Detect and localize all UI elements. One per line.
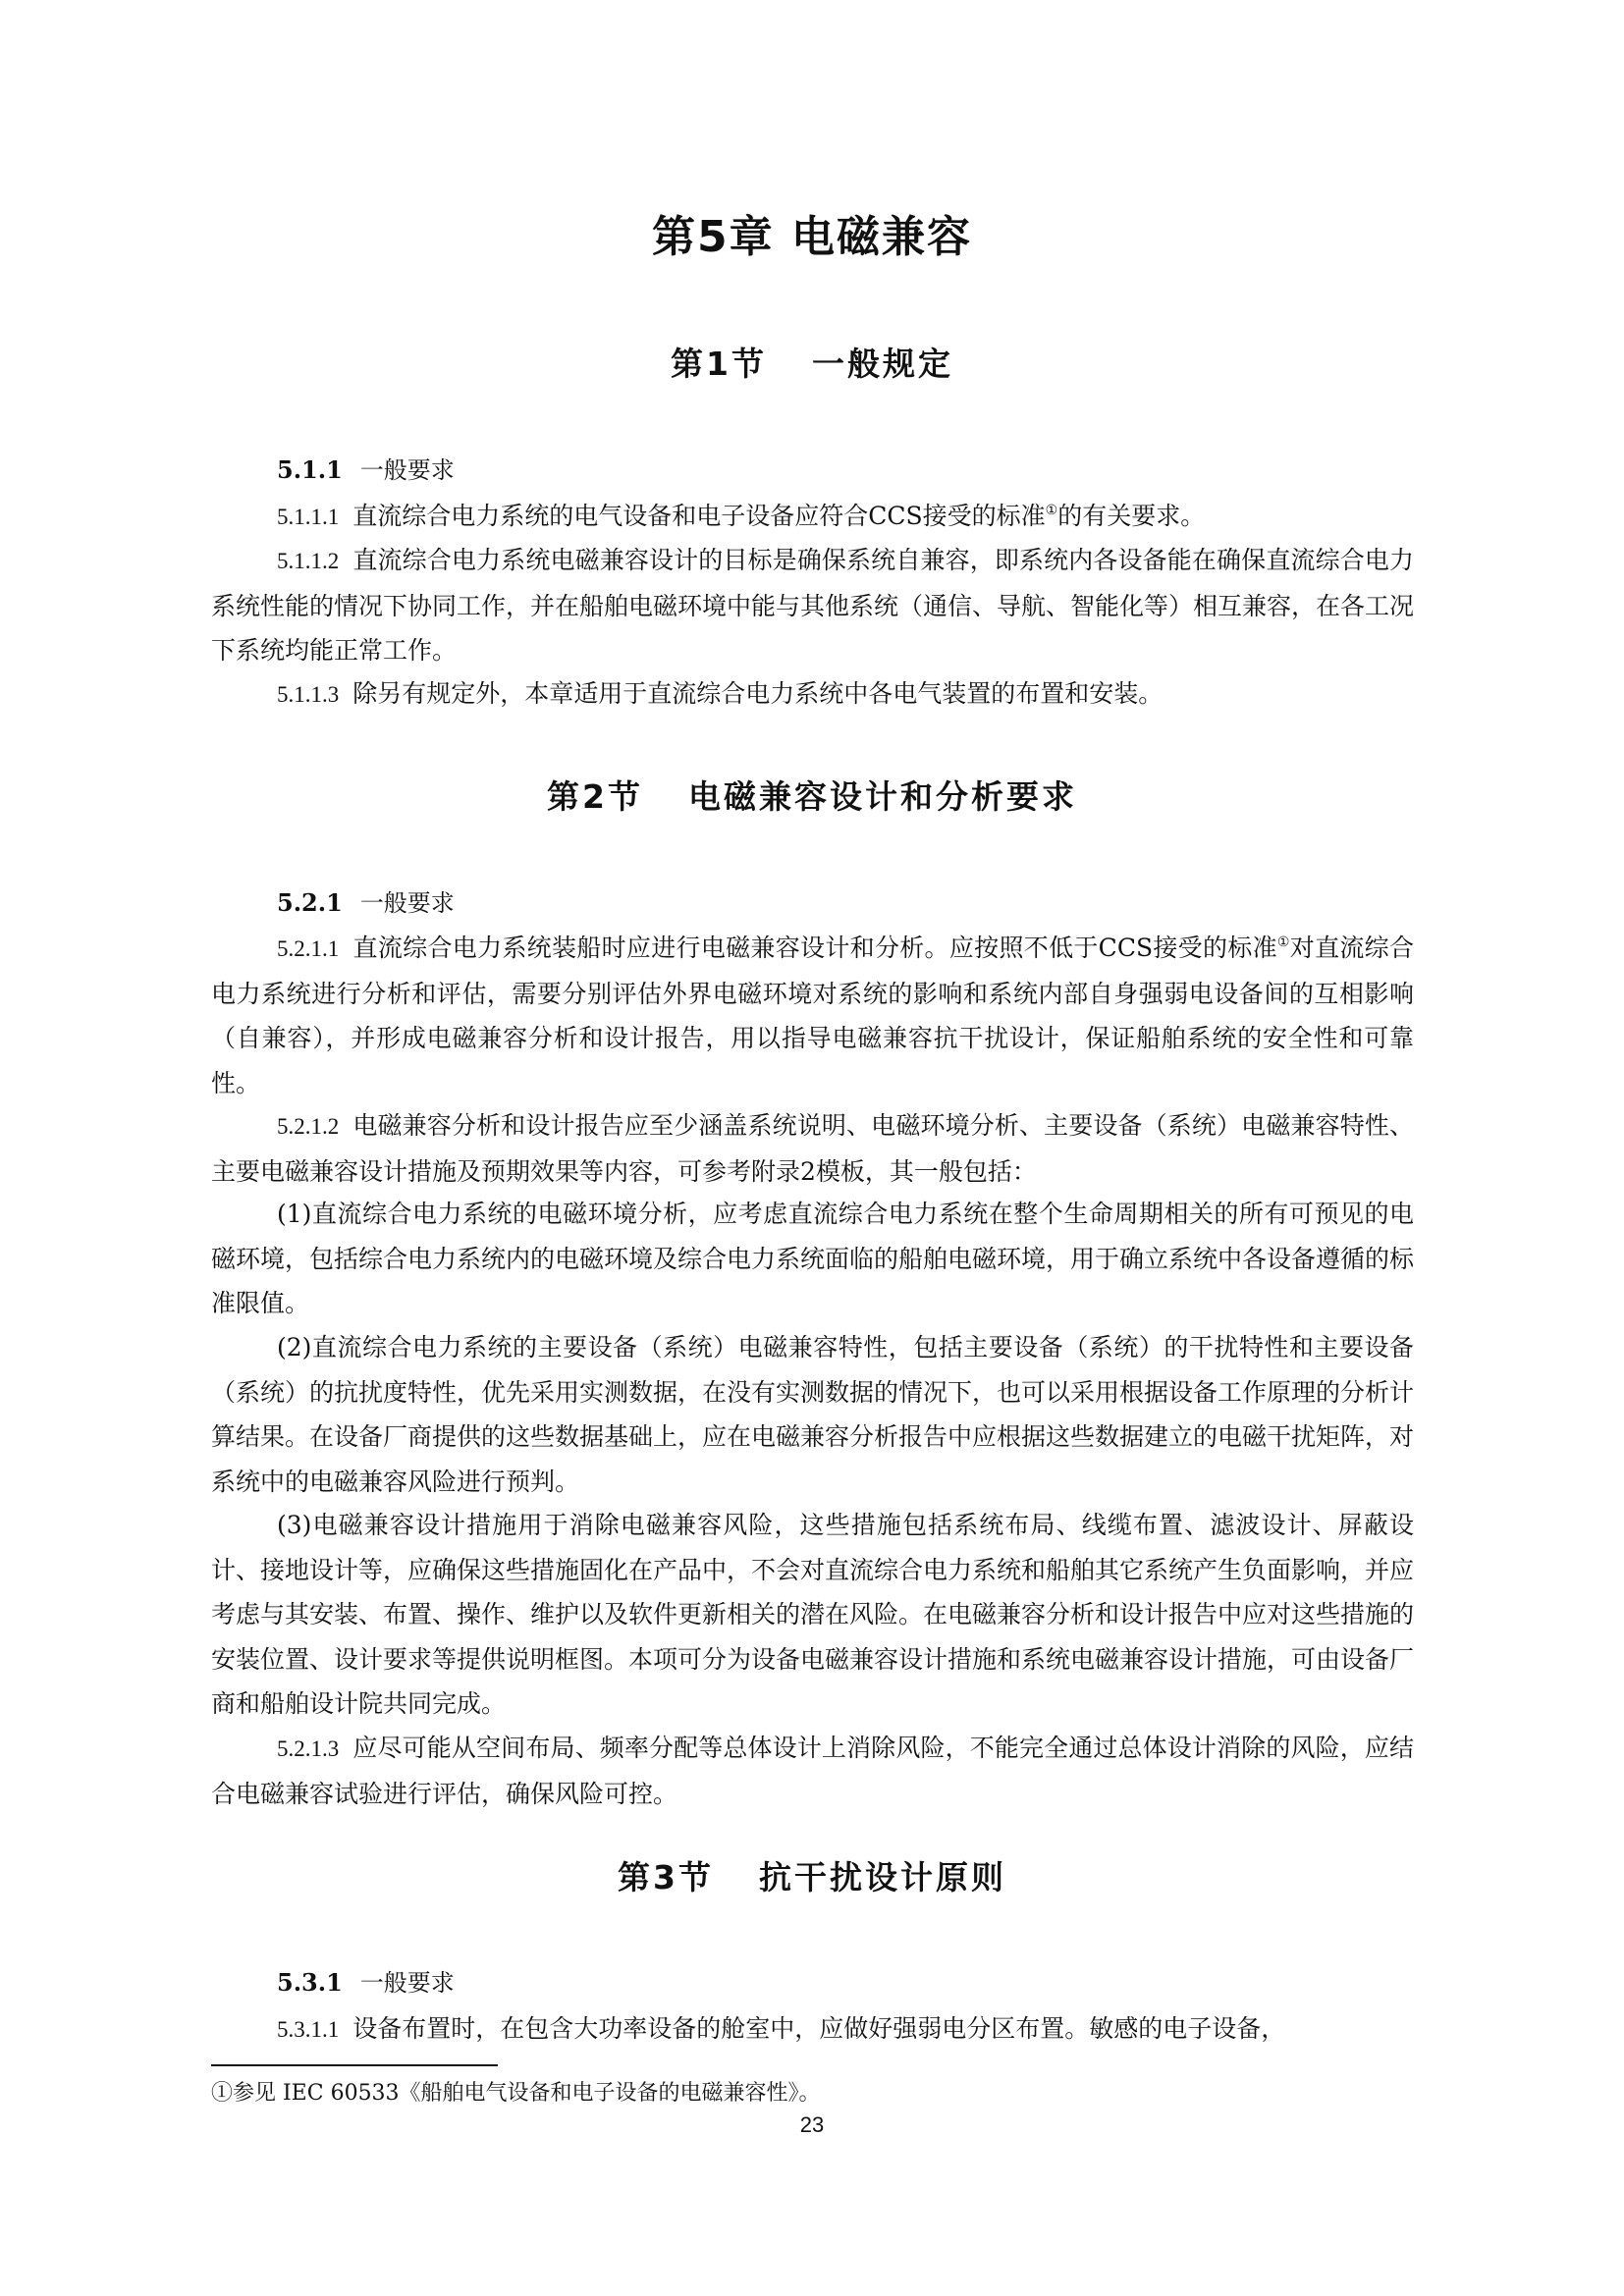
subsection-title: 一般要求	[359, 1969, 455, 1997]
subsection-heading-511	[277, 454, 455, 487]
item-number: (1)	[277, 1200, 312, 1228]
paragraph-5311	[211, 2006, 1414, 2053]
footnote-ref: ①	[1276, 934, 1290, 950]
paragraph-text: 电磁兼容分析和设计报告应至少涵盖系统说明、电磁环境分析、主要设备（系统）电磁兼容特性、主要电磁兼容设计措施及预期效果等内容，可参考附录2模板，其一般包括：	[211, 1111, 1414, 1186]
list-item-3	[211, 1503, 1414, 1727]
subsection-heading-531	[277, 1966, 455, 2000]
paragraph-text: 对直流综合电力系统进行分析和评估，需要分别评估外界电磁环境对系统的影响和系统内部自身强弱电设备间的互相影响（自兼容），并形成电磁兼容分析和设计报告，用以指导电磁兼容抗干扰设计，保证船舶系统的安全性和可靠性。	[211, 934, 1414, 1097]
clause-number: 5.3.1.1	[277, 2017, 340, 2042]
footnote: ①参见 IEC 60533《船舶电气设备和电子设备的电磁兼容性》。	[211, 2081, 821, 2106]
clause-number: 5.1.1.2	[277, 549, 340, 573]
chapter-title: 第5章 电磁兼容	[652, 212, 972, 262]
paragraph-text: 应尽可能从空间布局、频率分配等总体设计上消除风险，不能完全通过总体设计消除的风险，应结合电磁兼容试验进行评估，确保风险可控。	[211, 1734, 1414, 1808]
subsection-heading-521	[277, 886, 455, 920]
item-number: (2)	[277, 1333, 312, 1362]
section-heading-3	[0, 1856, 1624, 1899]
paragraph-text: 除另有规定外，本章适用于直流综合电力系统中各电气装置的布置和安装。	[352, 679, 1164, 708]
paragraph-5111	[211, 494, 1414, 540]
item-number: (3)	[277, 1511, 312, 1539]
clause-number: 5.2.1.3	[277, 1736, 340, 1761]
page-number: 23	[799, 2112, 825, 2137]
section-heading-2	[0, 775, 1624, 819]
section-title: 抗干扰设计原则	[758, 1858, 1006, 1896]
footnote-divider	[211, 2064, 498, 2066]
subsection-title: 一般要求	[359, 456, 455, 484]
paragraph-text: 设备布置时，在包含大功率设备的舱室中，应做好强弱电分区布置。敏感的电子设备，	[352, 2014, 1286, 2043]
clause-number: 5.1.1.1	[277, 505, 340, 529]
section-title: 一般规定	[811, 345, 953, 383]
paragraph-5113	[211, 671, 1414, 718]
subsection-number: 5.1.1	[277, 455, 343, 484]
subsection-number: 5.3.1	[277, 1968, 343, 1997]
paragraph-text: 直流综合电力系统的电气设备和电子设备应符合CCS接受的标准	[352, 502, 1046, 530]
section-number: 第1节	[671, 345, 767, 383]
section-number: 第3节	[618, 1858, 714, 1896]
paragraph-text: 直流综合电力系统装船时应进行电磁兼容设计和分析。应按照不低于CCS接受的标准	[352, 934, 1277, 962]
paragraph-5212	[211, 1103, 1414, 1194]
clause-number: 5.1.1.3	[277, 682, 340, 707]
section-number: 第2节	[547, 777, 643, 816]
section-title: 电磁兼容设计和分析要求	[687, 777, 1077, 816]
paragraph-text: 的有关要求。	[1057, 502, 1206, 530]
list-item-2	[211, 1325, 1414, 1504]
paragraph-text: 直流综合电力系统电磁兼容设计的目标是确保系统自兼容，即系统内各设备能在确保直流综合电力系统性能的情况下协同工作，并在船舶电磁环境中能与其他系统（通信、导航、智能化等）相互兼容，在各工况下系统均能正常工作。	[211, 546, 1415, 665]
item-text: 直流综合电力系统的电磁环境分析，应考虑直流综合电力系统在整个生命周期相关的所有可预见的电磁环境，包括综合电力系统内的电磁环境及综合电力系统面临的船舶电磁环境，用于确立系统中各设备遵循的标准限值。	[211, 1200, 1415, 1317]
item-text: 直流综合电力系统的主要设备（系统）电磁兼容特性，包括主要设备（系统）的干扰特性和主要设备（系统）的抗扰度特性，优先采用实测数据，在没有实测数据的情况下，也可以采用根据设备工作原理的分析计算结果。在设备厂商提供的这些数据基础上，应在电磁兼容分析报告中应根据这些数据建立的电磁干扰矩阵，对系统中的电磁兼容风险进行预判。	[211, 1333, 1415, 1496]
list-item-1	[211, 1192, 1414, 1326]
item-text: 电磁兼容设计措施用于消除电磁兼容风险，这些措施包括系统布局、线缆布置、滤波设计、屏蔽设计、接地设计等，应确保这些措施固化在产品中，不会对直流综合电力系统和船舶其它系统产生负面影响，并应考虑与其安装、布置、操作、维护以及软件更新相关的潜在风险。在电磁兼容分析和设计报告中应对这些措施的安装位置、设计要求等提供说明框图。本项可分为设备电磁兼容设计措施和系统电磁兼容设计措施，可由设备厂商和船舶设计院共同完成。	[211, 1511, 1415, 1718]
subsection-title: 一般要求	[359, 889, 455, 917]
paragraph-5112	[211, 538, 1414, 673]
clause-number: 5.2.1.2	[277, 1114, 340, 1139]
clause-number: 5.2.1.1	[277, 936, 340, 961]
paragraph-5211	[211, 926, 1414, 1105]
section-heading-1	[0, 343, 1624, 386]
subsection-number: 5.2.1	[277, 888, 343, 917]
footnote-ref: ①	[1045, 503, 1058, 518]
paragraph-5213	[211, 1726, 1414, 1816]
